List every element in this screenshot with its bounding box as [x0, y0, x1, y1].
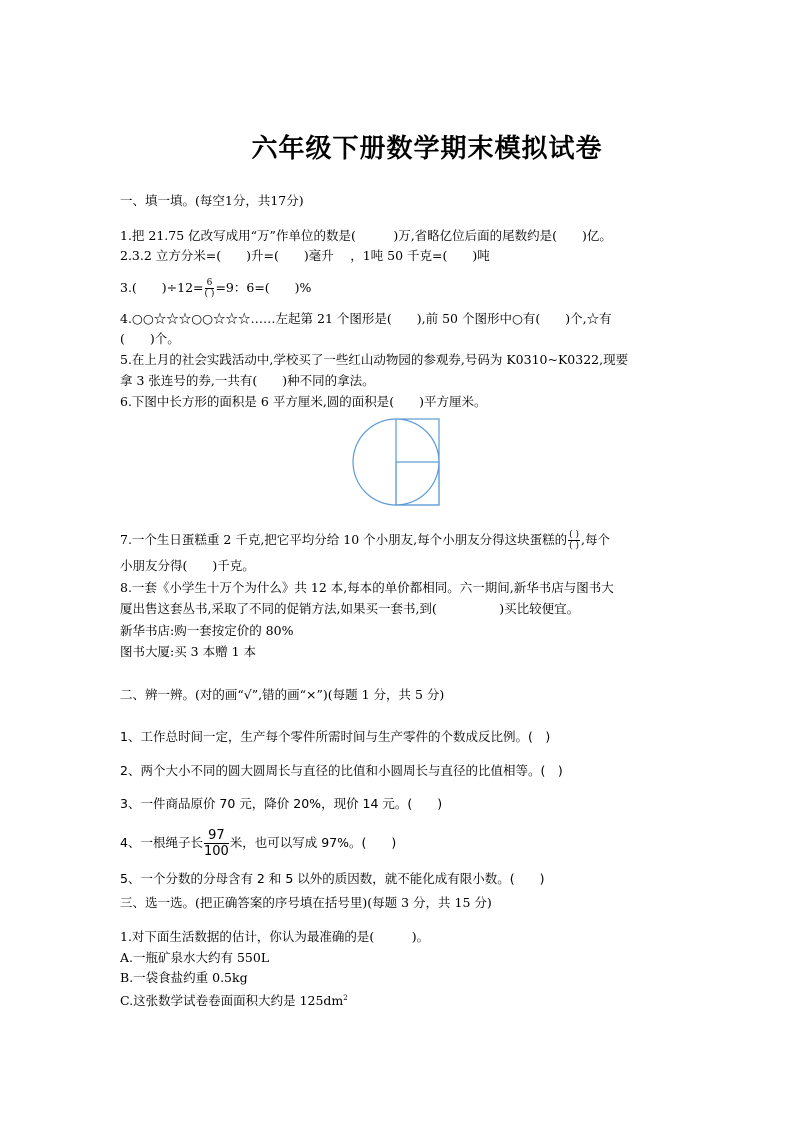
fraction: $\frac{( )}{( )}$ [569, 530, 580, 551]
question-2-4: 4、一根绳子长 $\frac{97}{100}$ 米，也可以写成 97%。( ) [120, 828, 397, 859]
option-a: A.一瓶矿泉水大约有 550L [120, 950, 270, 965]
question-1-8-line2: 厦出售这套丛书,采取了不同的促销方法,如果买一套书,到( )买比较便宜。 [120, 601, 580, 616]
question-1-5-line1: 5.在上月的社会实践活动中,学校买了一些红山动物园的参观券,号码为 K0310~K0322,现要 [120, 352, 629, 367]
question-1-3: 3.( )÷12= $\frac{6}{( )}$ =9：6=( )% [120, 278, 312, 299]
question-1-8-line1: 8.一套《小学生十万个为什么》共 12 本,每本的单价都相同。六一期间,新华书店与图书大 [120, 580, 614, 595]
question-1-7-line2: 小朋友分得( )千克。 [120, 558, 255, 573]
figure-outer-rectangle [396, 419, 439, 505]
section1-heading: 一、填一填。(每空1分，共17分) [120, 193, 304, 208]
fraction: $\frac{6}{( )}$ [204, 278, 215, 299]
question-1-8-line3: 新华书店:购一套按定价的 80% [120, 623, 294, 638]
fraction: $\frac{97}{100}$ [203, 828, 229, 859]
question-2-3: 3、一件商品原价 70 元，降价 20%，现价 14 元。( ) [120, 796, 443, 811]
question-2-5: 5、一个分数的分母含有 2 和 5 以外的质因数，就不能化成有限小数。( ) [120, 871, 545, 886]
question-1-7-line1: 7.一个生日蛋糕重 2 千克,把它平均分给 10 个小朋友,每个小朋友分得这块蛋糕的 $\frac{( )}{( )}$ ,每个 [120, 530, 611, 551]
option-c: C.这张数学试卷卷面面积大约是 $125dm^2$ [120, 993, 348, 1009]
figure-circle [353, 419, 439, 505]
section2-heading: 二、辨一辨。(对的画“√”,错的画“×”)(每题 1 分，共 5 分) [120, 687, 445, 702]
question-3-1: 1.对下面生活数据的估计，你认为最准确的是( )。 [120, 929, 430, 944]
question-1-4-line1: 4.○○☆☆☆○○☆☆☆……左起第 21 个图形是( ),前 50 个图形中○有( )个,☆有 [120, 311, 612, 326]
page-title: 六年级下册数学期末模拟试卷 [251, 134, 603, 164]
question-1-1: 1.把 21.75 亿改写成用“万”作单位的数是( )万,省略亿位后面的尾数约是( )亿。 [120, 228, 612, 243]
question-1-2: 2.3.2 立方分米=( )升=( )毫升 ，1吨 50 千克=( )吨 [120, 248, 490, 263]
figure-inner-rectangle [396, 462, 439, 505]
question-1-6: 6.下图中长方形的面积是 6 平方厘米,圆的面积是( )平方厘米。 [120, 394, 487, 409]
question-1-4-line2: ( )个。 [120, 331, 180, 346]
section3-heading: 三、选一选。(把正确答案的序号填在括号里)(每题 3 分，共 15 分) [120, 895, 492, 910]
question-1-5-line2: 拿 3 张连号的券,一共有( )种不同的拿法。 [120, 373, 375, 388]
question-1-8-line4: 图书大厦:买 3 本赠 1 本 [120, 644, 257, 659]
question-2-1: 1、工作总时间一定，生产每个零件所需时间与生产零件的个数成反比例。( ) [120, 729, 551, 744]
question-2-2: 2、两个大小不同的圆大圆周长与直径的比值和小圆周长与直径的比值相等。( ) [120, 763, 563, 778]
option-b: B.一袋食盐约重 0.5kg [120, 970, 248, 985]
